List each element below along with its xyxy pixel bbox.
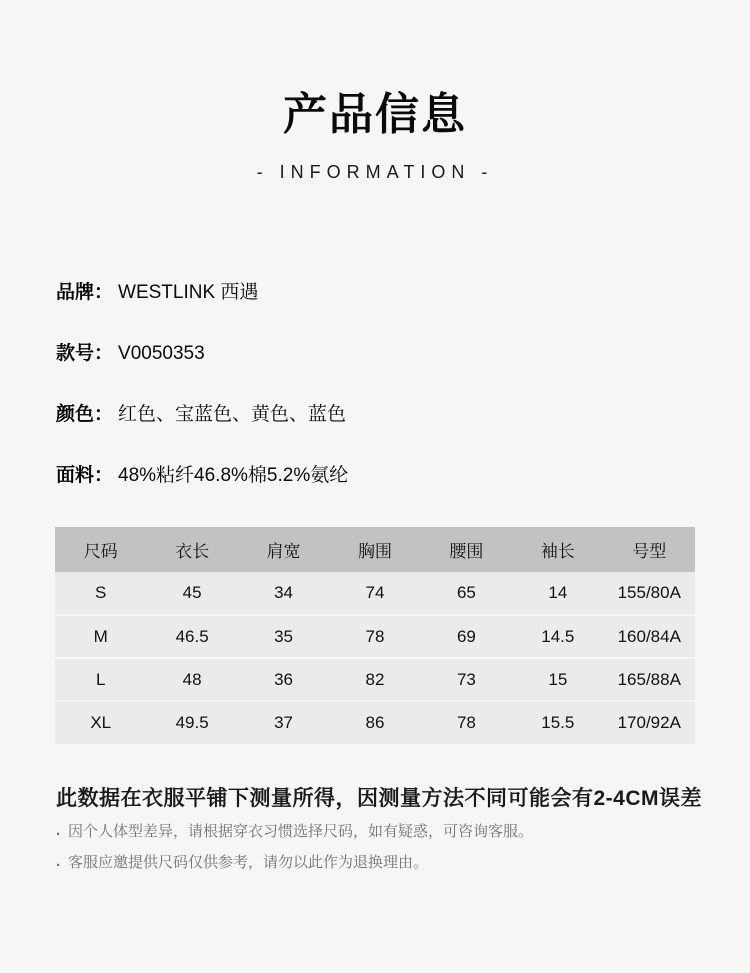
attribute-row-fabric — [56, 466, 750, 486]
size-table-cell: 86 — [329, 701, 420, 744]
size-table-cell: 14 — [512, 572, 603, 615]
bullet-dot: . — [56, 853, 61, 870]
size-table-cell: 170/92A — [604, 701, 695, 744]
size-table-cell: 160/84A — [604, 615, 695, 658]
size-table-cell: 78 — [421, 701, 512, 744]
size-table — [55, 527, 695, 744]
page-subtitle: - INFORMATION - — [256, 162, 494, 182]
size-table-cell: S — [55, 572, 146, 615]
size-table-cell: 37 — [238, 701, 329, 744]
size-table-cell: 155/80A — [604, 572, 695, 615]
attribute-value: 48%粘纤46.8%棉5.2%氨纶 — [118, 465, 349, 486]
size-table-row-l — [55, 658, 695, 701]
size-table-cell: 74 — [329, 572, 420, 615]
bullet-dot: . — [56, 822, 61, 839]
note-text: 客服应邀提供尺码仅供参考，请勿以此作为退换理由。 — [68, 854, 429, 871]
size-table-header-row — [55, 527, 695, 572]
size-table-header-cell: 号型 — [604, 527, 695, 572]
size-table-cell: M — [55, 615, 146, 658]
size-table-cell: 15 — [512, 658, 603, 701]
attribute-row-brand — [56, 283, 750, 303]
size-table-cell: 14.5 — [512, 615, 603, 658]
size-table-header-cell: 腰围 — [421, 527, 512, 572]
attribute-row-color — [56, 405, 750, 425]
attribute-label: 颜色： — [56, 404, 114, 425]
size-table-header-cell: 袖长 — [512, 527, 603, 572]
attribute-label: 款号： — [56, 343, 114, 364]
note-item — [56, 821, 710, 842]
size-table-row-s — [55, 572, 695, 615]
size-table-header-cell: 尺码 — [55, 527, 146, 572]
size-table-cell: 48 — [146, 658, 237, 701]
size-table-cell: L — [55, 658, 146, 701]
size-table-cell: 165/88A — [604, 658, 695, 701]
size-table-cell: 82 — [329, 658, 420, 701]
size-table-cell: 35 — [238, 615, 329, 658]
note-text: 因个人体型差异，请根据穿衣习惯选择尺码，如有疑惑，可咨询客服。 — [68, 823, 534, 840]
size-table-cell: 69 — [421, 615, 512, 658]
size-chart — [55, 527, 695, 744]
measurement-notes — [0, 788, 750, 873]
size-table-cell: 65 — [421, 572, 512, 615]
size-table-header-cell: 衣长 — [146, 527, 237, 572]
size-table-header-cell: 肩宽 — [238, 527, 329, 572]
size-table-header-cell: 胸围 — [329, 527, 420, 572]
size-table-row-m — [55, 615, 695, 658]
size-table-cell: 46.5 — [146, 615, 237, 658]
page-title: 产品信息 — [283, 90, 467, 139]
measurement-disclaimer: 此数据在衣服平铺下测量所得，因测量方法不同可能会有2-4CM误差 — [56, 787, 703, 810]
attribute-value: V0050353 — [118, 343, 205, 364]
size-table-cell: 34 — [238, 572, 329, 615]
notes-bullet-list — [56, 821, 710, 873]
attribute-label: 面料： — [56, 465, 114, 486]
size-table-cell: 45 — [146, 572, 237, 615]
size-table-cell: XL — [55, 701, 146, 744]
size-table-cell: 78 — [329, 615, 420, 658]
size-table-cell: 36 — [238, 658, 329, 701]
size-table-cell: 73 — [421, 658, 512, 701]
attribute-value: WESTLINK 西遇 — [118, 282, 259, 303]
attribute-label: 品牌： — [56, 282, 114, 303]
size-table-cell: 15.5 — [512, 701, 603, 744]
attribute-value: 红色、宝蓝色、黄色、蓝色 — [118, 404, 347, 425]
note-item — [56, 852, 710, 873]
product-attributes — [0, 283, 750, 486]
size-table-cell: 49.5 — [146, 701, 237, 744]
attribute-row-style-number — [56, 344, 750, 364]
size-table-row-xl — [55, 701, 695, 744]
